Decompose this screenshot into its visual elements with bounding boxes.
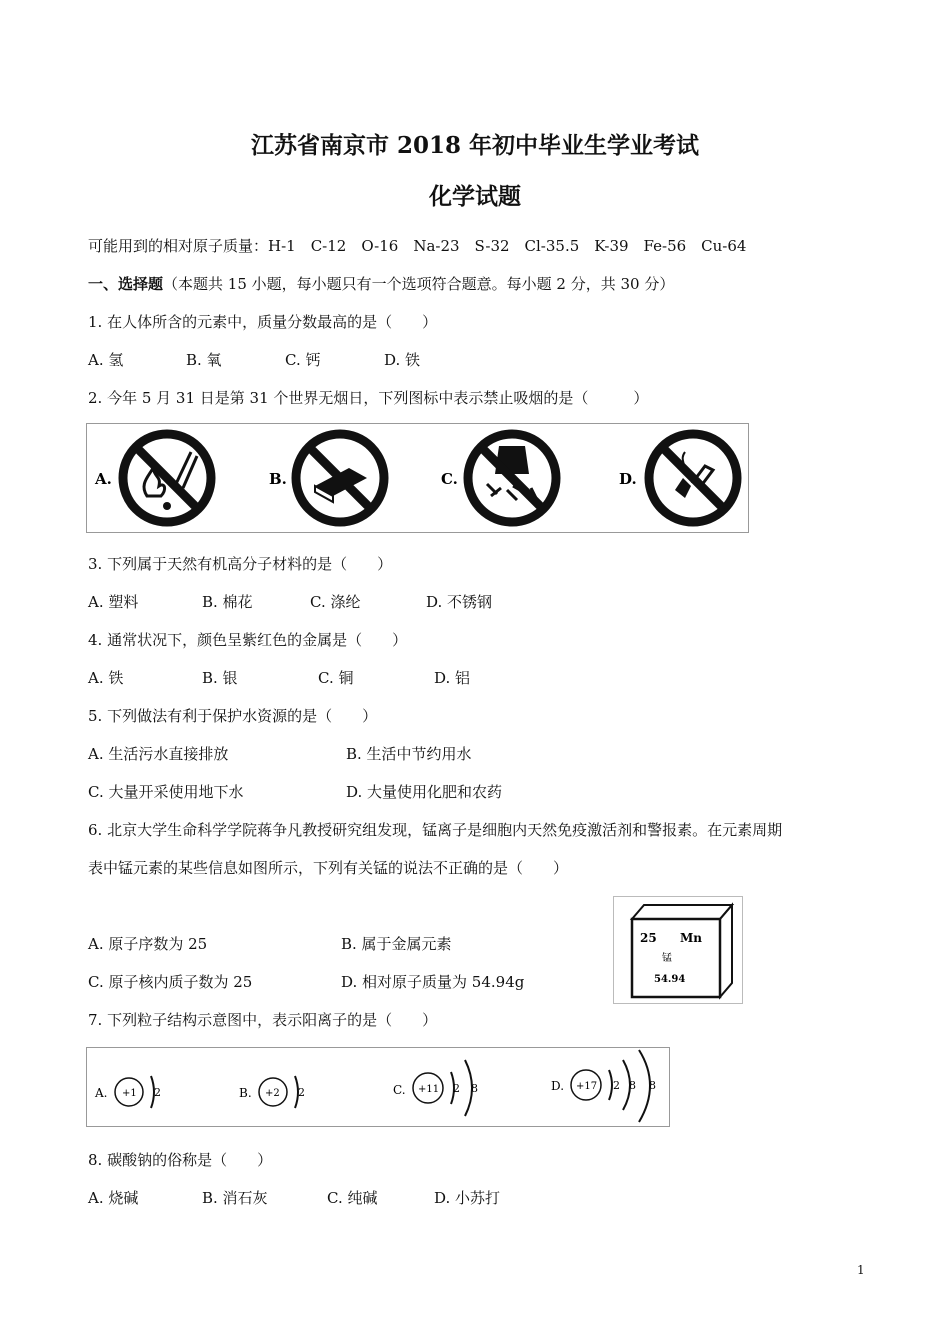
q1-option-c: C. 钙 [285, 351, 321, 369]
element-number: 25 [640, 931, 657, 945]
section-note: （本题共 15 小题，每小题只有一个选项符合题意。每小题 2 分，共 30 分） [163, 275, 675, 293]
q3-option-a: A. 塑料 [88, 593, 139, 611]
q4-option-b: B. 银 [202, 669, 238, 687]
particle-b-label: B. [239, 1086, 252, 1100]
particle-b-shell-1-count: 2 [298, 1086, 305, 1099]
q8-option-d: D. 小苏打 [434, 1189, 501, 1207]
question-1-stem: 1. 在人体所含的元素中，质量分数最高的是（ ） [88, 313, 438, 331]
particle-d-charge: +17 [576, 1081, 598, 1092]
sign-b-label: B. [269, 470, 287, 488]
particle-structure-svg [87, 1048, 669, 1126]
particle-d-shell-1-count: 2 [613, 1079, 620, 1092]
question-7-stem: 7. 下列粒子结构示意图中，表示阳离子的是（ ） [88, 1011, 438, 1029]
q4-option-a: A. 铁 [88, 669, 124, 687]
exam-title: 江苏省南京市 2018 年初中毕业生学业考试 [250, 132, 700, 159]
particle-c-label: C. [393, 1083, 406, 1097]
element-mass: 54.94 [654, 974, 686, 985]
particle-a-charge: +1 [122, 1088, 137, 1099]
q5-option-a: A. 生活污水直接排放 [88, 745, 229, 763]
question-5-stem: 5. 下列做法有利于保护水资源的是（ ） [88, 707, 378, 725]
no-sign-svg [87, 424, 748, 532]
particle-structure-figure [86, 1047, 670, 1127]
question-6-stem-line2: 表中锰元素的某些信息如图所示，下列有关锰的说法不正确的是（ ） [88, 859, 569, 877]
particle-b-charge: +2 [265, 1088, 280, 1099]
q5-option-b: B. 生活中节约用水 [346, 745, 472, 763]
q3-option-c: C. 涤纶 [310, 593, 361, 611]
no-sign-figure [86, 423, 749, 533]
question-2-stem: 2. 今年 5 月 31 日是第 31 个世界无烟日，下列图标中表示禁止吸烟的是（ ） [88, 389, 649, 407]
element-card-figure [613, 896, 743, 1004]
sign-c-label: C. [441, 470, 458, 488]
element-name: 锰 [662, 953, 672, 964]
q6-option-c: C. 原子核内质子数为 25 [88, 973, 253, 991]
q6-option-b: B. 属于金属元素 [341, 935, 452, 953]
element-symbol: Mn [680, 931, 703, 945]
q8-option-c: C. 纯碱 [327, 1189, 378, 1207]
exam-subtitle: 化学试题 [429, 183, 521, 210]
q1-option-a: A. 氢 [88, 351, 124, 369]
no-matchbox-icon [296, 434, 384, 522]
q6-option-d: D. 相对原子质量为 54.94g [341, 973, 525, 991]
q5-option-c: C. 大量开采使用地下水 [88, 783, 244, 801]
q4-option-d: D. 铝 [434, 669, 471, 687]
q8-option-b: B. 消石灰 [202, 1189, 268, 1207]
particle-d-shell-2-count: 8 [629, 1079, 636, 1092]
q8-option-a: A. 烧碱 [88, 1189, 139, 1207]
particle-d-shell-3-count: 8 [649, 1079, 656, 1092]
q1-option-d: D. 铁 [384, 351, 421, 369]
question-4-stem: 4. 通常状况下，颜色呈紫红色的金属是（ ） [88, 631, 408, 649]
no-fireworks-icon [468, 434, 556, 522]
no-fire-icon [123, 434, 211, 522]
no-smoking-icon [649, 434, 737, 522]
question-3-stem: 3. 下列属于天然有机高分子材料的是（ ） [88, 555, 393, 573]
question-6-stem-line1: 6. 北京大学生命科学学院蒋争凡教授研究组发现，锰离子是细胞内天然免疫激活剂和警报素。在元素周期 [88, 821, 783, 839]
atomic-masses: 可能用到的相对原子质量：H-1 C-12 O-16 Na-23 S-32 Cl-35.5 K-39 Fe-56 Cu-64 [88, 237, 747, 255]
q5-option-d: D. 大量使用化肥和农药 [346, 783, 503, 801]
particle-c-shell-1-count: 2 [453, 1082, 460, 1095]
particle-d-label: D. [551, 1079, 565, 1093]
sign-a-label: A. [95, 470, 112, 488]
particle-d-shell-1 [609, 1070, 612, 1100]
q3-option-b: B. 棉花 [202, 593, 253, 611]
q4-option-c: C. 铜 [318, 669, 354, 687]
sign-d-label: D. [619, 470, 637, 488]
element-cube-svg [614, 897, 742, 1003]
q6-option-a: A. 原子序数为 25 [88, 935, 208, 953]
particle-c-shell-2-count: 8 [471, 1082, 478, 1095]
question-8-stem: 8. 碳酸钠的俗称是（ ） [88, 1151, 273, 1169]
particle-a-label: A. [95, 1086, 108, 1100]
page-number: 1 [857, 1263, 865, 1277]
particle-c-charge: +11 [418, 1084, 440, 1095]
particle-a-shell-1-count: 2 [154, 1086, 161, 1099]
section-title: 一、选择题 [88, 275, 164, 293]
q1-option-b: B. 氧 [186, 351, 222, 369]
section-heading [88, 273, 674, 294]
q3-option-d: D. 不锈钢 [426, 593, 493, 611]
